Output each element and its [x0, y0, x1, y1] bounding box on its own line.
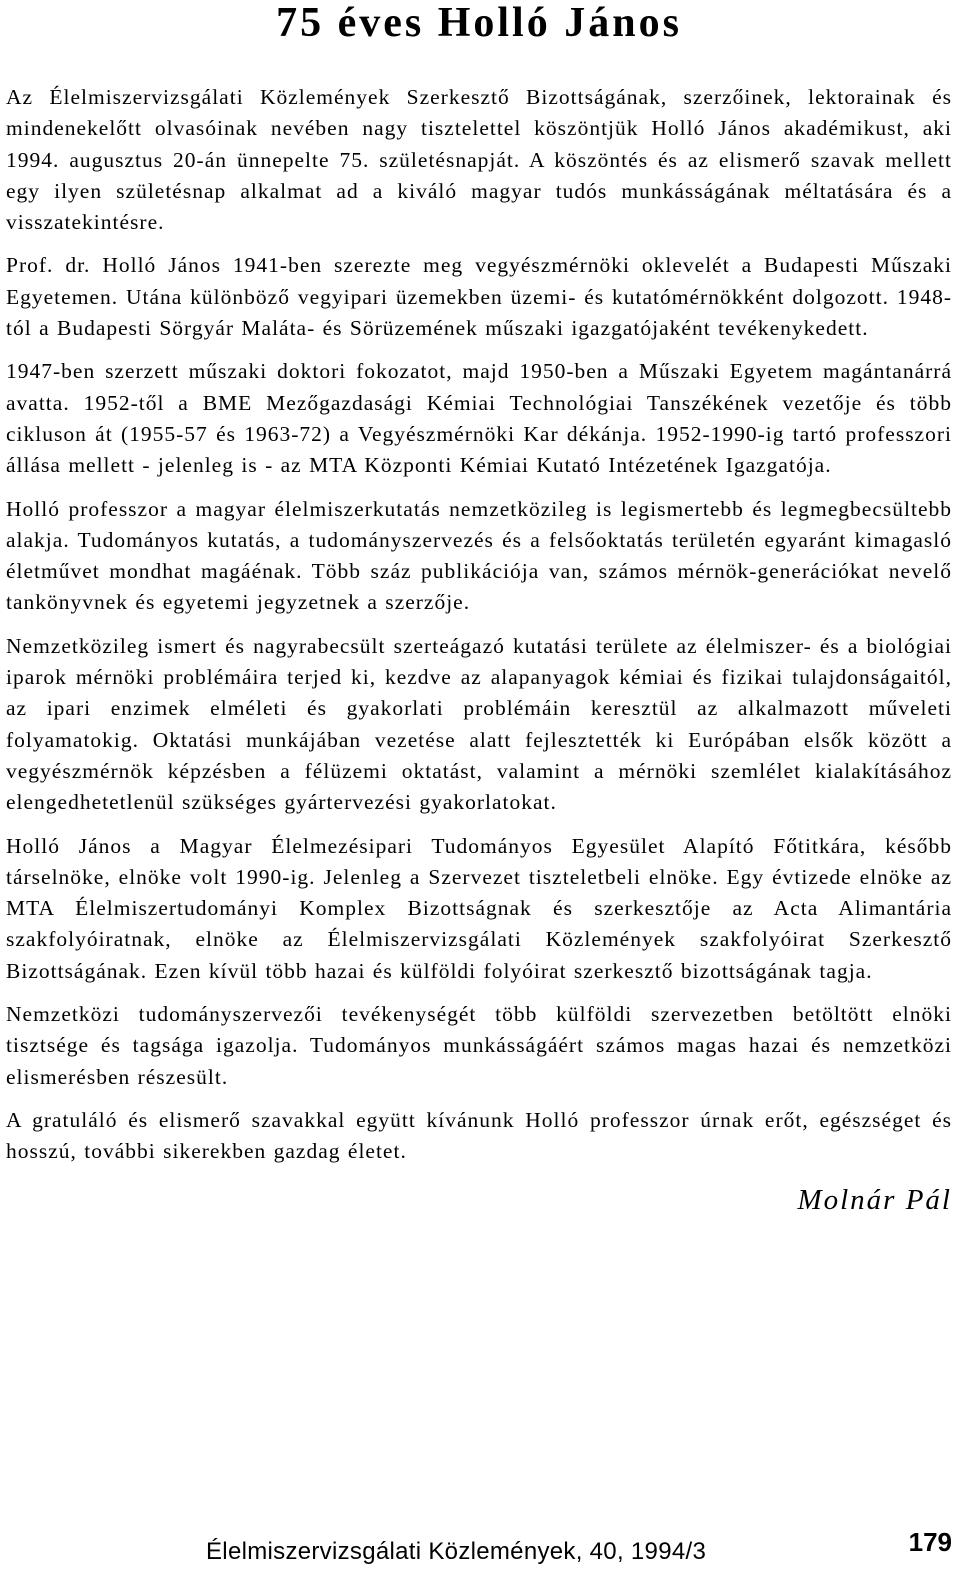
- paragraph-7: Nemzetközi tudományszervezői tevékenységét több külföldi szervezetben betöltött elnöki tisztsége és tagsága igazolja. Tudományos munkásságáért számos magas hazai és nemzetközi elismerésben részesült.: [6, 1002, 952, 1089]
- article-body: [6, 82, 952, 1168]
- page-title: 75 éves Holló János: [276, 0, 682, 46]
- paragraph-2: Prof. dr. Holló János 1941-ben szerezte meg vegyészmérnöki oklevelét a Budapesti Műszaki Egyetemen. Utána különböző vegyipari üzemekben üzemi- és kutatómérnökként dolgozott. 1948-tól a Budapesti Sörgyár Maláta- és Sörüzemének műszaki igazgatójaként tevékenykedett.: [6, 253, 952, 341]
- journal-citation: Élelmiszervizsgálati Közlemények, 40, 1994/3: [206, 1538, 707, 1565]
- paragraph-1: Az Élelmiszervizsgálati Közlemények Szerkesztő Bizottságának, szerzőinek, lektorainak és mindenekelőtt olvasóinak nevében nagy tisztelettel köszöntjük Holló János akadémikust, aki 1994. augusztus 20-án ünnepelte 75. születésnapját. A köszöntés és az elismerő szavak mellett egy ilyen születésnap alkalmat ad a kiváló magyar tudós munkásságának méltatására és a visszatekintésre.: [6, 85, 952, 235]
- paragraph-3: 1947-ben szerzett műszaki doktori fokozatot, majd 1950-ben a Műszaki Egyetem magántanárrá avatta. 1952-től a BME Mezőgazdasági Kémiai Technológiai Tanszékének vezetője és több cikluson át (1955-57 és 1963-72) a Vegyészmérnöki Kar dékánja. 1952-1990-ig tartó professzori állása mellett - jelenleg is - az MTA Központi Kémiai Kutató Intézetének Igazgatója.: [6, 359, 952, 478]
- paragraph-6: Holló János a Magyar Élelmezésipari Tudományos Egyesület Alapító Főtitkára, később társelnöke, elnöke volt 1990-ig. Jelenleg a Szervezet tiszteletbeli elnöke. Egy évtizede elnöke az MTA Élelmiszertudományi Komplex Bizottságnak és szerkesztője az Acta Alimantária szakfolyóiratnak, elnöke az Élelmiszervizsgálati Közlemények szakfolyóirat Szerkesztő Bizottságának. Ezen kívül több hazai és külföldi folyóirat szerkesztő bizottságának tagja.: [6, 833, 952, 983]
- page-footer: [6, 1528, 952, 1572]
- document-page: [6, 0, 952, 1220]
- page-number: 179: [908, 1527, 952, 1557]
- author-signature: Molnár Pál: [797, 1183, 952, 1216]
- paragraph-4: Holló professzor a magyar élelmiszerkutatás nemzetközileg is legismertebb és legmegbecsültebb alakja. Tudományos kutatás, a tudományszervezés és a felsőoktatás területén egyaránt kimagasló életművet mondhat magáénak. Több száz publikációja van, számos mérnök-generációkat nevelő tankönyvnek és egyetemi jegyzetnek a szerzője.: [6, 496, 952, 615]
- paragraph-8: A gratuláló és elismerő szavakkal együtt kívánunk Holló professzor úrnak erőt, egészséget és hosszú, további sikerekben gazdag életet.: [6, 1107, 952, 1164]
- paragraph-5: Nemzetközileg ismert és nagyrabecsült szerteágazó kutatási területe az élelmiszer- és a biológiai iparok mérnöki problémáira terjed ki, kezdve az alapanyagok kémiai és fizikai tulajdonságaitól, az ipari enzimek elméleti és gyakorlati problémáin keresztül az alkalmazott műveleti folyamatokig. Oktatási munkájában vezetése alatt fejlesztették ki Európában elsők között a vegyészmérnök képzésben a félüzemi oktatást, valamint a mérnöki szemlélet kialakításához elengedhetetlenül szükséges gyártervezési gyakorlatokat.: [6, 633, 952, 815]
